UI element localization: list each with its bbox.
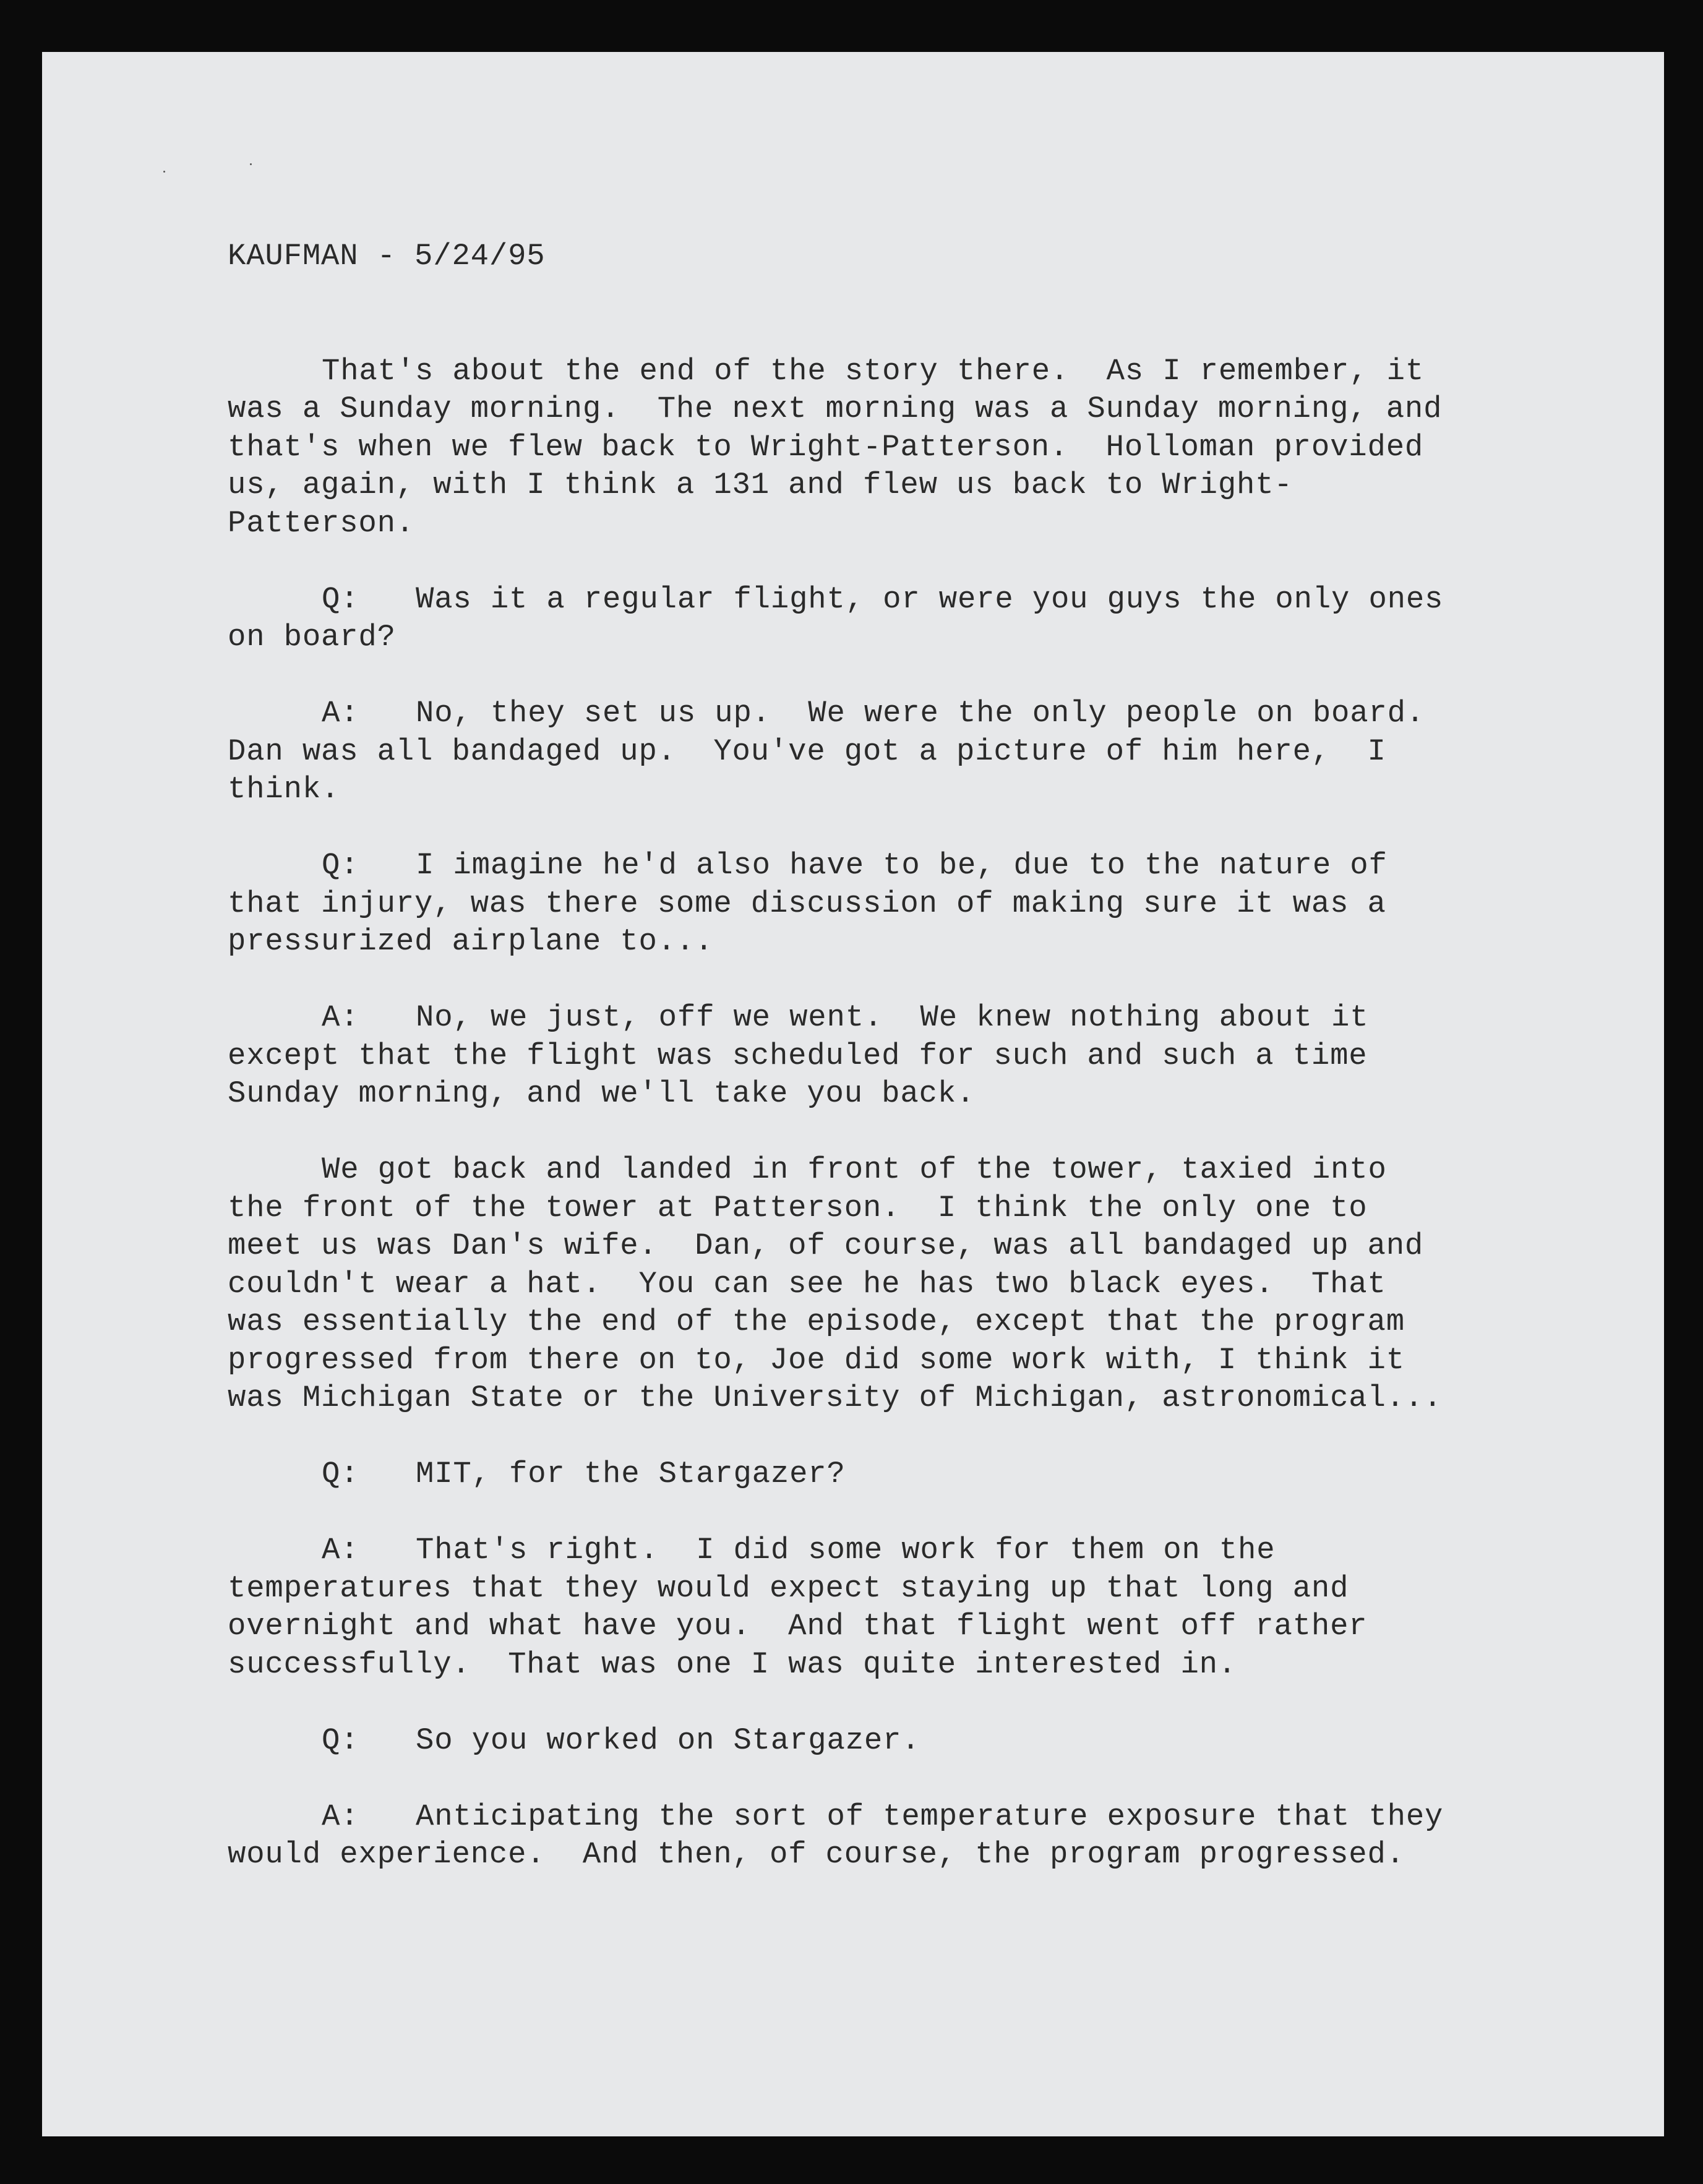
text-line: was Michigan State or the University of Michigan, astronomical... bbox=[228, 1381, 1443, 1415]
speaker-label: Q: bbox=[322, 581, 359, 617]
text-line: We got back and landed in front of the tower, taxied into bbox=[322, 1152, 1387, 1187]
text-line: would experience. And then, of course, the program progressed. bbox=[228, 1837, 1405, 1872]
answer-paragraph bbox=[228, 999, 1527, 1113]
text-line: A: That's right. I did some work for them on the bbox=[228, 1531, 1527, 1570]
text-line: Q: I imagine he'd also have to be, due to the nature of bbox=[228, 847, 1527, 885]
text-line: that injury, was there some discussion of making sure it was a bbox=[228, 886, 1386, 921]
speaker-label: A: bbox=[322, 696, 359, 730]
paragraph bbox=[228, 1151, 1527, 1418]
speaker-label: Q: bbox=[322, 1457, 359, 1491]
text-line: us, again, with I think a 131 and flew us back to Wright- bbox=[228, 468, 1293, 502]
text-line: think. bbox=[228, 772, 340, 807]
scan-speck bbox=[250, 163, 252, 165]
document-page bbox=[42, 52, 1664, 2136]
answer-paragraph bbox=[228, 695, 1527, 809]
question-paragraph bbox=[228, 1455, 1527, 1494]
text-line: Sunday morning, and we'll take you back. bbox=[228, 1076, 976, 1111]
text-line: overnight and what have you. And that flight went off rather bbox=[228, 1609, 1368, 1643]
text-line: successfully. That was one I was quite interested in. bbox=[228, 1647, 1237, 1682]
text-line: Q: So you worked on Stargazer. bbox=[228, 1722, 1527, 1760]
text-line: A: No, we just, off we went. We knew nothing about it bbox=[228, 999, 1527, 1037]
text-line: pressurized airplane to... bbox=[228, 924, 714, 959]
text-line: that's when we flew back to Wright-Patterson. Holloman provided bbox=[228, 429, 1424, 465]
answer-paragraph bbox=[228, 1531, 1527, 1684]
question-paragraph bbox=[228, 581, 1527, 657]
text-line: was essentially the end of the episode, except that the program bbox=[228, 1304, 1405, 1339]
question-paragraph bbox=[228, 847, 1527, 961]
text-line: was a Sunday morning. The next morning was a Sunday morning, and bbox=[228, 392, 1443, 426]
question-paragraph bbox=[228, 1722, 1527, 1760]
text-line: temperatures that they would expect staying up that long and bbox=[228, 1570, 1349, 1606]
text-line: on board? bbox=[228, 620, 396, 654]
text-line: Q: Was it a regular flight, or were you guys the only ones bbox=[228, 581, 1527, 619]
speaker-label: Q: bbox=[322, 1723, 359, 1758]
text-line: couldn't wear a hat. You can see he has two black eyes. That bbox=[228, 1266, 1386, 1301]
text-line: That's about the end of the story there. As I remember, it bbox=[322, 353, 1425, 388]
text-line: A: No, they set us up. We were the only people on board. bbox=[228, 695, 1527, 733]
text-line: except that the flight was scheduled for such and such a time bbox=[228, 1038, 1368, 1073]
document-header: KAUFMAN - 5/24/95 bbox=[228, 239, 546, 273]
paragraph bbox=[228, 353, 1527, 543]
speaker-label: A: bbox=[322, 1799, 359, 1834]
transcript-body bbox=[228, 238, 1527, 1912]
text-line: Dan was all bandaged up. You've got a picture of him here, I bbox=[228, 734, 1386, 769]
speaker-label: Q: bbox=[322, 848, 359, 883]
answer-paragraph bbox=[228, 1798, 1527, 1874]
speaker-label: A: bbox=[322, 1000, 359, 1035]
text-line: meet us was Dan's wife. Dan, of course, was all bandaged up and bbox=[228, 1228, 1424, 1263]
text-line: Q: MIT, for the Stargazer? bbox=[228, 1455, 1527, 1494]
speaker-label: A: bbox=[322, 1533, 359, 1567]
scan-speck bbox=[163, 171, 165, 173]
text-line: the front of the tower at Patterson. I think the only one to bbox=[228, 1190, 1368, 1225]
text-line: Patterson. bbox=[228, 505, 415, 541]
text-line: A: Anticipating the sort of temperature exposure that they bbox=[228, 1798, 1527, 1836]
text-line: progressed from there on to, Joe did some work with, I think it bbox=[228, 1342, 1405, 1377]
